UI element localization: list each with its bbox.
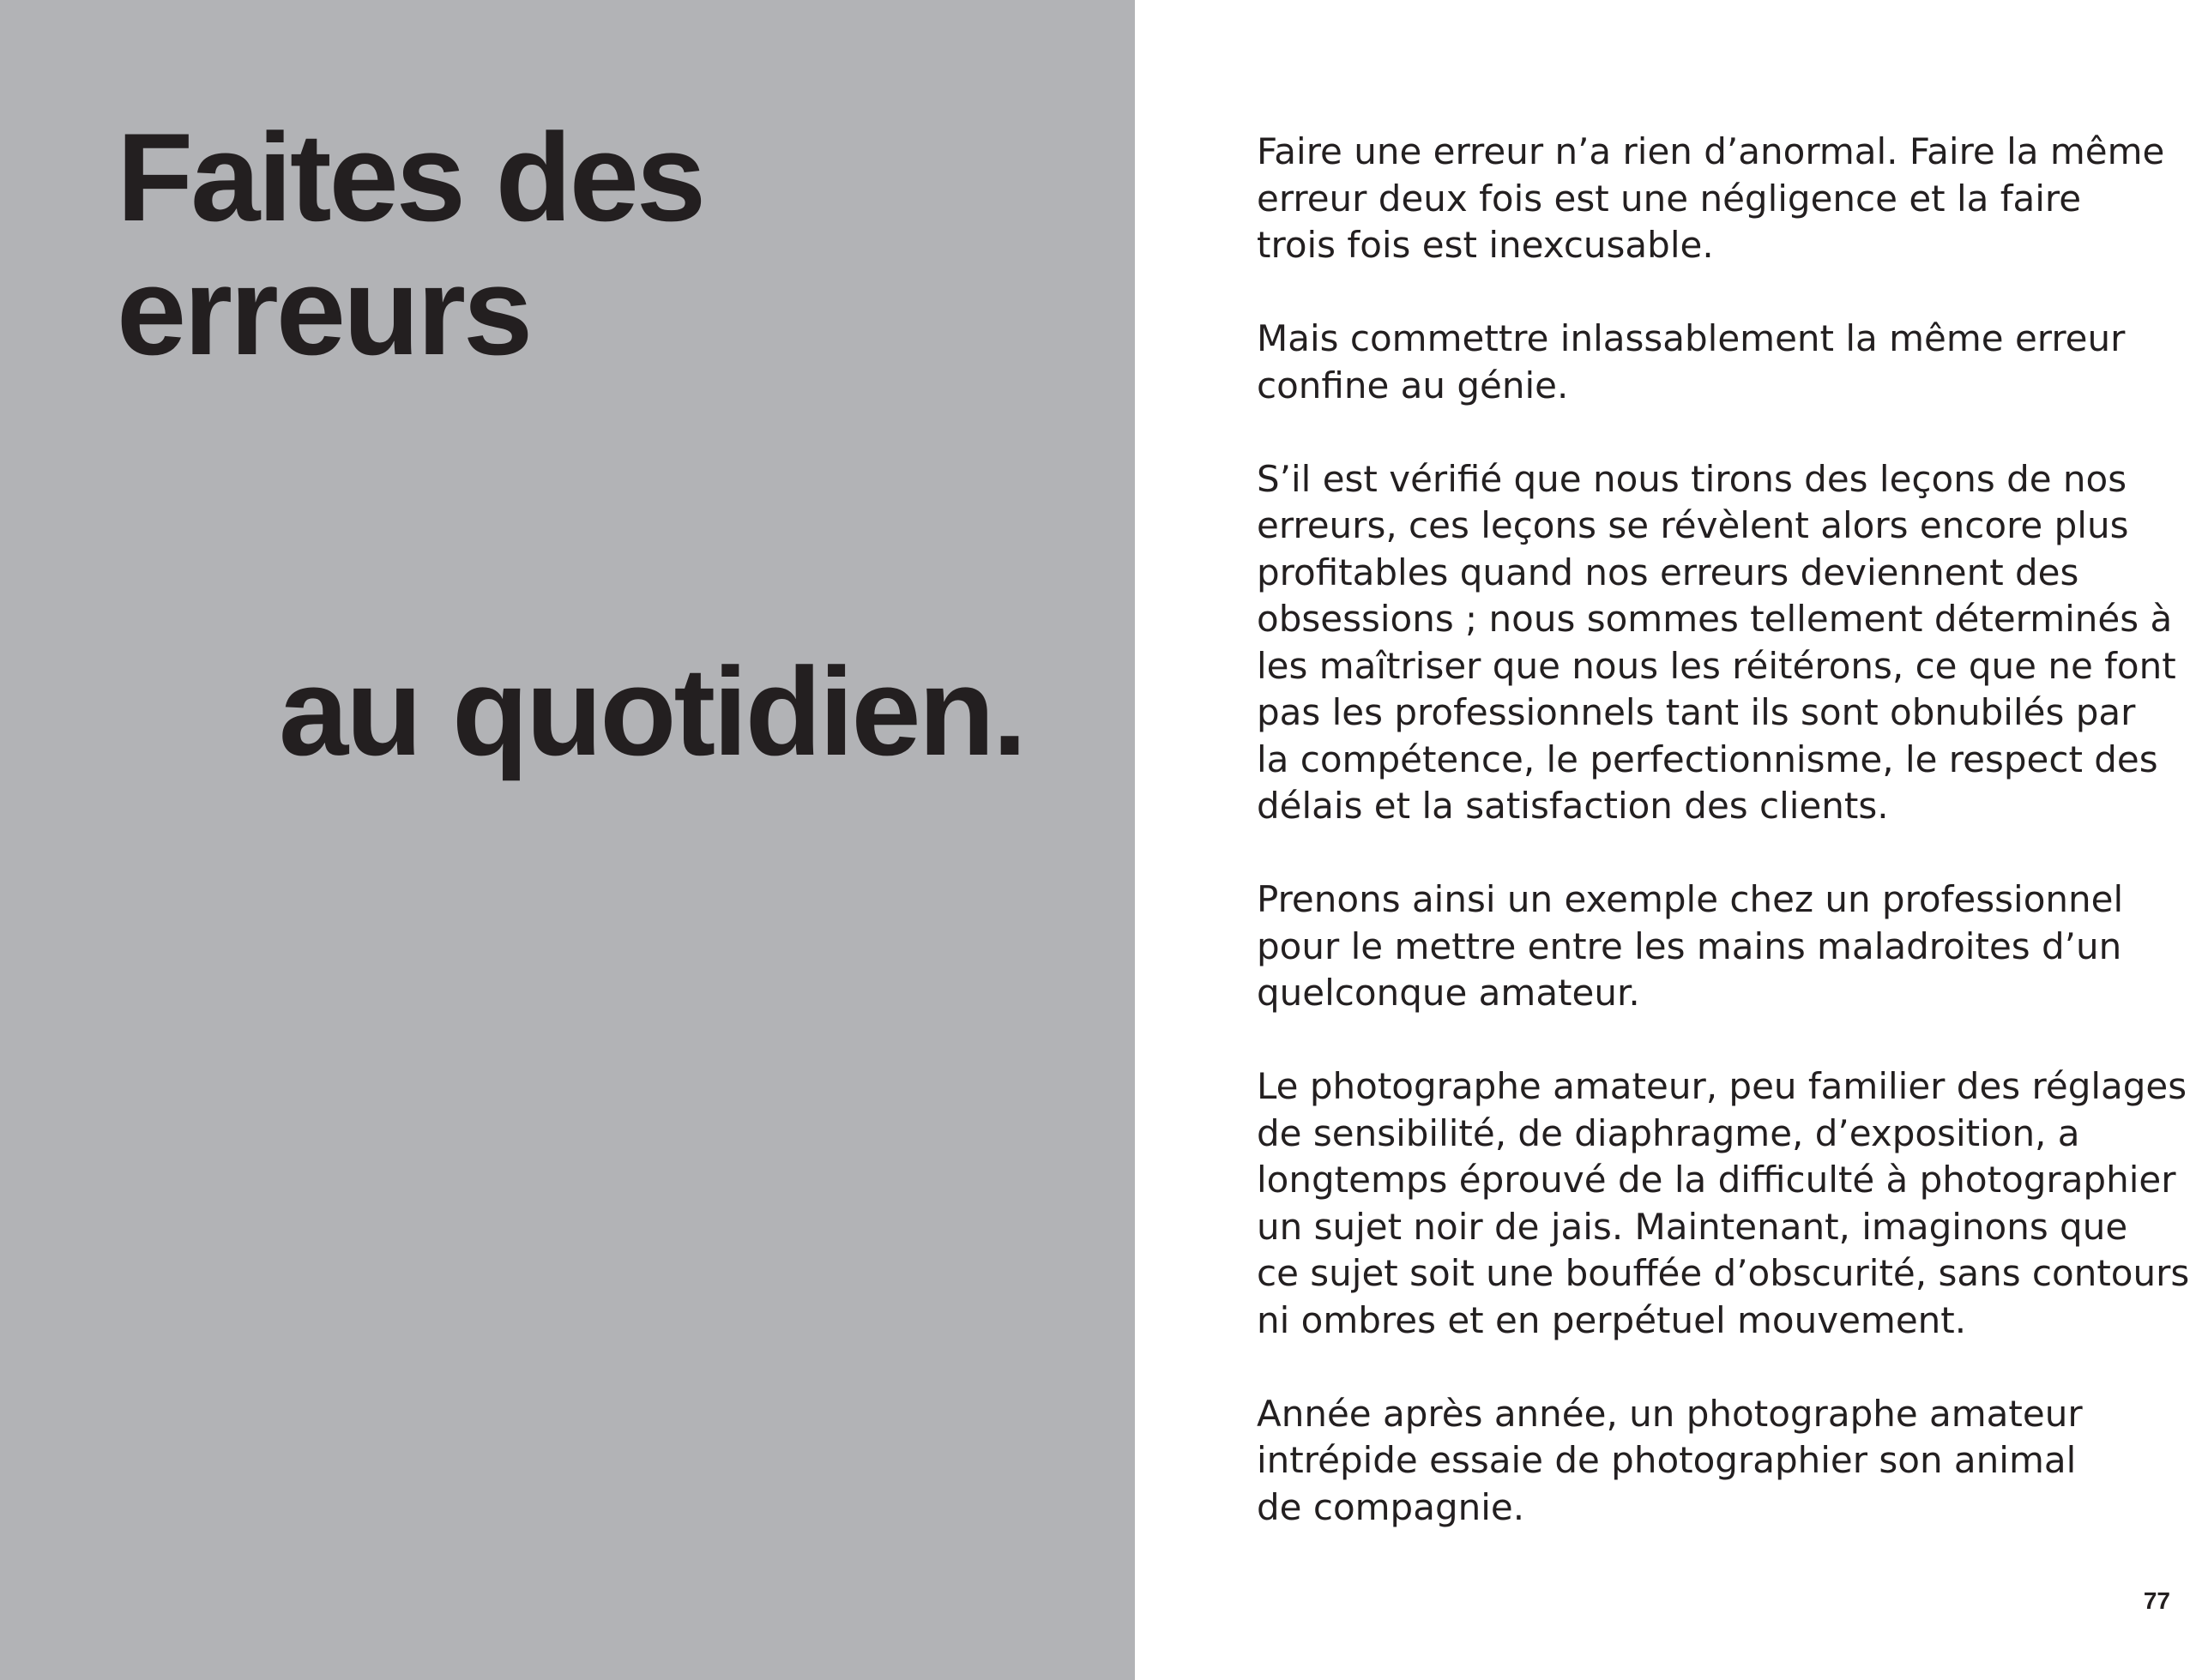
text-line: de sensibilité, de diaphragme, d’exposition, a <box>1257 1111 2080 1154</box>
chapter-title-line-2: erreurs <box>117 241 531 381</box>
body-text <box>1257 129 2190 1578</box>
page-number: 77 <box>2143 1587 2170 1614</box>
text-line: Mais commettre inlassablement la même erreur <box>1257 317 2126 359</box>
text-line: ce sujet soit une bouffée d’obscurité, sans contours <box>1257 1252 2190 1294</box>
chapter-title-line-3: au quotidien. <box>279 641 1025 781</box>
text-line: obsessions ; nous sommes tellement déterminés à <box>1257 598 2173 640</box>
text-line: de compagnie. <box>1257 1485 1525 1528</box>
text-line: S’il est vérifié que nous tirons des leçons de nos <box>1257 457 2127 500</box>
text-line: confine au génie. <box>1257 364 1569 406</box>
text-line: la compétence, le perfectionnisme, le respect des <box>1257 738 2158 780</box>
text-line: quelconque amateur. <box>1257 972 1640 1014</box>
text-line: intrépide essaie de photographier son animal <box>1257 1439 2077 1481</box>
text-line: un sujet noir de jais. Maintenant, imaginons que <box>1257 1205 2128 1248</box>
text-line: profitables quand nos erreurs deviennent des <box>1257 551 2079 593</box>
paragraph-5 <box>1257 1063 2190 1344</box>
text-line: délais et la satisfaction des clients. <box>1257 785 1889 827</box>
text-line: Le photographe amateur, peu familier des réglages <box>1257 1065 2187 1107</box>
right-page <box>1135 0 2196 1680</box>
paragraph-4 <box>1257 876 2166 1017</box>
text-line: les maîtriser que nous les réitérons, ce que ne font <box>1257 644 2176 687</box>
text-line: erreur deux fois est une négligence et la faire <box>1257 177 2082 220</box>
text-line: longtemps éprouvé de la difficulté à photographier <box>1257 1159 2176 1201</box>
text-line: ni ombres et en perpétuel mouvement. <box>1257 1298 1967 1341</box>
text-line: pour le mettre entre les mains maladroites d’un <box>1257 924 2122 967</box>
paragraph-3 <box>1257 456 2176 830</box>
text-line: pas les professionnels tant ils sont obnubilés par <box>1257 691 2136 733</box>
text-line: trois fois est inexcusable. <box>1257 224 1714 266</box>
paragraph-1 <box>1257 129 2166 269</box>
text-line: Faire une erreur n’a rien d’anormal. Faire la même <box>1257 130 2165 172</box>
paragraph-2 <box>1257 316 2166 409</box>
chapter-title-line-1: Faites des <box>117 107 704 247</box>
paragraph-6 <box>1257 1391 2166 1532</box>
text-line: Prenons ainsi un exemple chez un professionnel <box>1257 878 2124 920</box>
text-line: Année après année, un photographe amateur <box>1257 1392 2083 1435</box>
text-line: erreurs, ces leçons se révèlent alors encore plus <box>1257 504 2129 546</box>
